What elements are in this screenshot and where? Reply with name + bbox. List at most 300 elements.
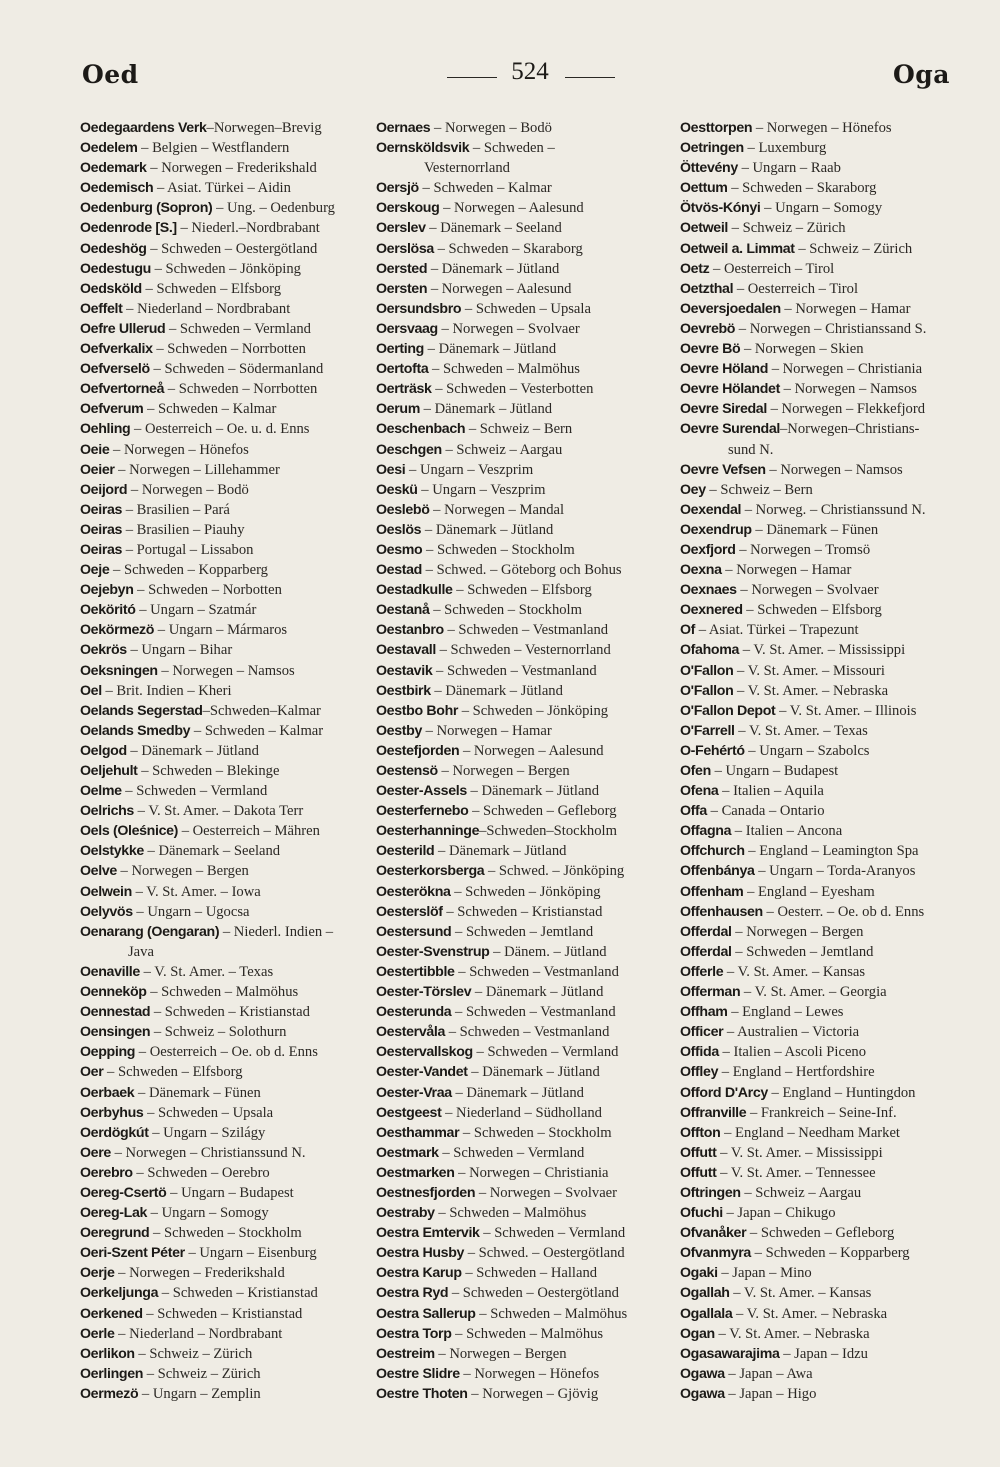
place-location: – Ungarn – Bihar bbox=[126, 642, 233, 659]
place-location: – Japan – Chikugo bbox=[722, 1205, 836, 1222]
place-name: Offutt bbox=[680, 1164, 717, 1181]
gazetteer-entry bbox=[680, 500, 972, 520]
gazetteer-entry bbox=[680, 801, 972, 821]
place-name: Oeksningen bbox=[80, 662, 158, 679]
place-name: Oelme bbox=[80, 783, 122, 800]
gazetteer-entry bbox=[680, 399, 972, 419]
gazetteer-entry bbox=[680, 580, 972, 600]
gazetteer-entry bbox=[376, 1364, 668, 1384]
place-name: Oestby bbox=[376, 722, 422, 739]
place-name: Oeregrund bbox=[80, 1225, 150, 1242]
place-name: Oestra Ryd bbox=[376, 1285, 449, 1302]
gazetteer-entry bbox=[80, 902, 372, 922]
gazetteer-entry bbox=[376, 480, 668, 500]
place-name: Oevre Vefsen bbox=[680, 461, 766, 478]
place-name: O-Fehértó bbox=[680, 742, 745, 759]
gazetteer-entry bbox=[680, 922, 972, 942]
place-location: – Schweden – Jönköping bbox=[458, 702, 609, 719]
place-name: Ogan bbox=[680, 1325, 715, 1342]
gazetteer-entry bbox=[680, 821, 972, 841]
gazetteer-entry bbox=[376, 902, 668, 922]
place-location: – Schwed. – Oestergötland bbox=[464, 1245, 625, 1262]
gazetteer-entry bbox=[376, 178, 668, 198]
gazetteer-entry bbox=[80, 239, 372, 259]
place-location: – Norwegen – Namsos bbox=[765, 461, 903, 478]
place-name: Oesi bbox=[376, 461, 406, 478]
place-location: – V. St. Amer. – Dakota Terr bbox=[133, 803, 304, 820]
page-header bbox=[0, 56, 1000, 96]
place-location: – Ungarn – Veszprim bbox=[417, 481, 546, 498]
place-location: – V. St. Amer. – Illinois bbox=[775, 702, 917, 719]
gazetteer-entry bbox=[376, 1243, 668, 1263]
gazetteer-entry bbox=[680, 379, 972, 399]
place-name: Oerkened bbox=[80, 1305, 143, 1322]
gazetteer-entry bbox=[680, 600, 972, 620]
gazetteer-entry bbox=[80, 741, 372, 761]
gazetteer-entry bbox=[376, 419, 668, 439]
place-location: – Niederland – Nordbrabant bbox=[122, 300, 291, 317]
gazetteer-entry bbox=[80, 218, 372, 238]
place-location: – Schweiz – Bern bbox=[465, 421, 573, 438]
gazetteer-entry bbox=[680, 721, 972, 741]
place-name: Oestra Karup bbox=[376, 1265, 462, 1282]
place-location: – Norwegen – Bergen bbox=[116, 863, 249, 880]
place-name: Ofvanmyra bbox=[680, 1245, 751, 1262]
place-name: Oestersund bbox=[376, 923, 452, 940]
place-location: – Ungarn – Torda-Aranyos bbox=[754, 863, 916, 880]
place-location: – Schweden – Malmöhus bbox=[428, 361, 580, 378]
gazetteer-entry bbox=[80, 1203, 372, 1223]
place-location: – Norwegen – Hönefos bbox=[109, 441, 249, 458]
place-location: – Schweden – Gefleborg bbox=[468, 803, 617, 820]
place-name: Oelands Smedby bbox=[80, 722, 191, 739]
gazetteer-entry bbox=[680, 1324, 972, 1344]
place-location: – Brasilien – Piauhy bbox=[122, 521, 245, 538]
place-name: Oestertibble bbox=[376, 963, 455, 980]
place-name: Oevre Höland bbox=[680, 361, 769, 378]
place-name: Oexfjord bbox=[680, 541, 736, 558]
place-location: – Ungarn – Mármaros bbox=[154, 622, 288, 639]
place-location: – Schweiz – Bern bbox=[705, 481, 813, 498]
place-location: – Schweiz – Aargau bbox=[441, 441, 563, 458]
place-name: Oelands Segerstad bbox=[80, 702, 203, 719]
place-location: – Dänemark – Jütland bbox=[419, 401, 553, 418]
place-location: – Schweden – Kalmar bbox=[143, 401, 277, 418]
gazetteer-entry bbox=[376, 399, 668, 419]
place-location: – Ung. – Oedenburg bbox=[212, 200, 335, 217]
place-name: Oexnaes bbox=[680, 582, 737, 599]
place-location: – Oesterreich – Oe. u. d. Enns bbox=[130, 421, 310, 438]
place-location: – Dänemark – Seeland bbox=[425, 220, 562, 237]
gazetteer-entry bbox=[80, 1283, 372, 1303]
place-name: Oestmarken bbox=[376, 1164, 455, 1181]
place-name: O'Fallon Depot bbox=[680, 702, 776, 719]
place-location: – Schweden – Halland bbox=[461, 1265, 598, 1282]
place-name: Oestra Husby bbox=[376, 1245, 465, 1262]
place-name: Oedemisch bbox=[80, 180, 154, 197]
place-name: Oerskoug bbox=[376, 200, 440, 217]
gazetteer-entry bbox=[80, 500, 372, 520]
place-location: – Schweden – Jönköping bbox=[450, 883, 601, 900]
place-location: – Oesterr. – Oe. ob d. Enns bbox=[762, 903, 925, 920]
place-name: Oefre Ullerud bbox=[80, 320, 166, 337]
place-name: Ogawa bbox=[680, 1365, 725, 1382]
place-name: Oerlingen bbox=[80, 1365, 144, 1382]
place-location: – V. St. Amer. – Kansas bbox=[723, 963, 866, 980]
place-name: Oesmo bbox=[376, 541, 423, 558]
place-name: Oevrebö bbox=[680, 320, 736, 337]
place-name: Oestervåla bbox=[376, 1024, 446, 1041]
gazetteer-entry bbox=[680, 1002, 972, 1022]
place-name: Oetz bbox=[680, 260, 710, 277]
gazetteer-entry bbox=[80, 1123, 372, 1143]
gazetteer-entry bbox=[376, 1062, 668, 1082]
gazetteer-entry bbox=[680, 902, 972, 922]
place-location: – Italien – Ascoli Piceno bbox=[718, 1044, 867, 1061]
place-location: – Norwegen – Aalesund bbox=[439, 200, 584, 217]
place-location: – Norwegen – Christianssund N. bbox=[110, 1144, 306, 1161]
place-location: – Schweden – Norbotten bbox=[133, 582, 282, 599]
place-location: – Niederl. Indien – bbox=[219, 923, 334, 940]
gazetteer-entry bbox=[680, 259, 972, 279]
gazetteer-entry bbox=[376, 1324, 668, 1344]
place-location: – Oesterreich – Mähren bbox=[178, 823, 320, 840]
place-name: Oexna bbox=[680, 562, 722, 579]
place-name: Oelyvös bbox=[80, 903, 133, 920]
gazetteer-entry bbox=[80, 1384, 372, 1404]
gazetteer-entry bbox=[680, 1223, 972, 1243]
gazetteer-entry bbox=[376, 741, 668, 761]
gazetteer-entry bbox=[80, 379, 372, 399]
gazetteer-entry bbox=[376, 640, 668, 660]
gazetteer-entry bbox=[376, 1002, 668, 1022]
place-name: Oertofta bbox=[376, 361, 429, 378]
place-location: – Japan – Idzu bbox=[779, 1345, 868, 1362]
gazetteer-entry bbox=[376, 1123, 668, 1143]
place-name: Oeie bbox=[80, 441, 110, 458]
place-name: Ötvös-Kónyi bbox=[680, 200, 761, 217]
gazetteer-entry bbox=[80, 781, 372, 801]
place-name: Oesterslöf bbox=[376, 903, 443, 920]
gazetteer-entry bbox=[376, 580, 668, 600]
gazetteer-entry bbox=[376, 1384, 668, 1404]
place-location: – Schweden – Elfsborg bbox=[742, 602, 882, 619]
gazetteer-entry bbox=[680, 1344, 972, 1364]
place-location: – Schweden – Elfsborg bbox=[141, 280, 282, 297]
place-name: Oeversjoedalen bbox=[680, 300, 781, 317]
place-name: Oestbo Bohr bbox=[376, 702, 459, 719]
place-location: – England – Hertfordshire bbox=[718, 1064, 875, 1081]
place-location: – Oesterreich – Tirol bbox=[733, 280, 859, 297]
place-location: – Dänemark – Jütland bbox=[424, 341, 557, 358]
place-location: – Schweiz – Zürich bbox=[728, 220, 846, 237]
place-name: Ogawa bbox=[680, 1385, 725, 1402]
gazetteer-entry bbox=[680, 1263, 972, 1283]
place-name: Oettum bbox=[680, 180, 728, 197]
place-location: – Norwegen – Bodö bbox=[430, 120, 552, 136]
place-location: – Ungarn – Ugocsa bbox=[132, 903, 250, 920]
gazetteer-entry bbox=[680, 841, 972, 861]
place-name: Oekörmezö bbox=[80, 622, 155, 639]
gazetteer-entry bbox=[680, 1364, 972, 1384]
place-location: – Norweg. – Christianssund N. bbox=[741, 501, 926, 518]
place-name: Oefverum bbox=[80, 401, 144, 418]
place-location: – Dänemark – Jütland bbox=[434, 843, 567, 860]
place-name: Oevre Surendal bbox=[680, 421, 780, 438]
place-name: Offa bbox=[680, 803, 707, 820]
place-location: – Ungarn – Budapest bbox=[166, 1184, 294, 1201]
place-name: Oevre Siredal bbox=[680, 401, 767, 418]
place-location: – England – Lewes bbox=[727, 1004, 844, 1021]
place-name: Oedenburg (Sopron) bbox=[80, 200, 213, 217]
gazetteer-entry bbox=[376, 339, 668, 359]
place-location: – Schweden – Stockholm bbox=[429, 602, 582, 619]
gazetteer-entry bbox=[680, 138, 972, 158]
gazetteer-entry bbox=[680, 520, 972, 540]
place-location: – England – Huntingdon bbox=[767, 1084, 916, 1101]
place-location: – Schweden – Vesterbotten bbox=[431, 381, 594, 398]
gazetteer-entry bbox=[80, 1263, 372, 1283]
place-name: Officer bbox=[680, 1024, 724, 1041]
gazetteer-entry bbox=[80, 440, 372, 460]
place-name: Oerje bbox=[80, 1265, 115, 1282]
gazetteer-entry bbox=[80, 801, 372, 821]
place-location: – Norwegen – Aalesund bbox=[427, 280, 572, 297]
place-name: Oestmark bbox=[376, 1144, 439, 1161]
place-location: – Norwegen – Bergen bbox=[434, 1345, 567, 1362]
gazetteer-entry bbox=[680, 882, 972, 902]
place-location: – Schweden – Kristianstad bbox=[158, 1285, 318, 1302]
place-name: Oestad bbox=[376, 562, 422, 579]
gazetteer-entry bbox=[80, 299, 372, 319]
place-name: Oester-Vraa bbox=[376, 1084, 452, 1101]
gazetteer-entry bbox=[376, 681, 668, 701]
gazetteer-entry bbox=[376, 319, 668, 339]
place-name: Oernaes bbox=[376, 120, 431, 136]
gazetteer-entry bbox=[376, 922, 668, 942]
gazetteer-entry bbox=[680, 1304, 972, 1324]
place-name: Oesterfernebo bbox=[376, 803, 469, 820]
place-name: Oelgod bbox=[80, 742, 127, 759]
place-location: – Norwegen – Svolvaer bbox=[736, 582, 879, 599]
gazetteer-entry bbox=[680, 962, 972, 982]
place-location: – Schweden – Blekinge bbox=[137, 763, 280, 779]
place-name: Oerslev bbox=[376, 220, 426, 237]
gazetteer-entry bbox=[80, 520, 372, 540]
gazetteer-entry bbox=[376, 138, 668, 158]
place-location: – Schweden – Oerebro bbox=[132, 1164, 270, 1181]
place-name: Oefverkalix bbox=[80, 341, 153, 358]
gazetteer-entry bbox=[680, 1062, 972, 1082]
place-location: – Schweden – Elfsborg bbox=[103, 1064, 243, 1081]
place-location: – Norwegen – Hamar bbox=[422, 722, 552, 739]
gazetteer-entry bbox=[376, 520, 668, 540]
place-location: – Norwegen – Christiania bbox=[454, 1164, 609, 1181]
gazetteer-entry bbox=[376, 721, 668, 741]
gazetteer-entry bbox=[680, 1042, 972, 1062]
place-name: Oesthammar bbox=[376, 1124, 460, 1141]
place-location: – Schweden – Vesternorrland bbox=[435, 642, 611, 659]
gazetteer-entry bbox=[680, 1123, 972, 1143]
place-location: – Schwed. – Göteborg och Bohus bbox=[422, 562, 622, 579]
gazetteer-entry bbox=[680, 1083, 972, 1103]
place-location: – Schweiz – Zürich bbox=[143, 1365, 261, 1382]
place-location: – Schweden – Vestmanland bbox=[454, 963, 619, 980]
gazetteer-entry bbox=[680, 178, 972, 198]
place-name: Oedeshög bbox=[80, 240, 147, 257]
gazetteer-entry bbox=[376, 620, 668, 640]
place-location: – Ungarn – Somogy bbox=[760, 200, 883, 217]
place-location: – Norwegen – Bodö bbox=[127, 481, 249, 498]
place-name: Oesterökna bbox=[376, 883, 451, 900]
place-name: Oeier bbox=[80, 461, 115, 478]
place-name: Ogallala bbox=[680, 1305, 733, 1322]
place-location: – Ungarn – Szatmár bbox=[135, 602, 257, 619]
gazetteer-entry bbox=[680, 158, 972, 178]
gazetteer-entry bbox=[376, 500, 668, 520]
entry-continuation bbox=[376, 158, 668, 178]
place-location: – Dänemark – Seeland bbox=[143, 843, 281, 860]
place-location: – Ungarn – Szilágy bbox=[148, 1124, 266, 1141]
place-name: Oerting bbox=[376, 341, 424, 358]
place-location: – Ungarn – Budapest bbox=[710, 763, 839, 779]
place-name: Oel bbox=[80, 682, 102, 699]
place-name: Ofen bbox=[680, 763, 711, 779]
place-name: Oere bbox=[80, 1144, 111, 1161]
place-name: Oelve bbox=[80, 863, 117, 880]
place-name: Offley bbox=[680, 1064, 719, 1081]
place-location: – Dänemark – Fünen bbox=[751, 521, 879, 538]
place-name: Oeslebö bbox=[376, 501, 430, 518]
gazetteer-entry bbox=[680, 1183, 972, 1203]
gazetteer-entry bbox=[80, 399, 372, 419]
gazetteer-entry bbox=[80, 721, 372, 741]
gazetteer-column-3 bbox=[680, 118, 972, 1404]
place-name: Ofuchi bbox=[680, 1205, 723, 1222]
place-location: – Oesterreich – Oe. ob d. Enns bbox=[135, 1044, 318, 1061]
place-name: Oeköritó bbox=[80, 602, 136, 619]
place-name: O'Fallon bbox=[680, 682, 734, 699]
place-location: – Norwegen – Lillehammer bbox=[114, 461, 280, 478]
entry-continuation bbox=[80, 942, 372, 962]
place-location: – Schweden – Vestmanland bbox=[443, 622, 609, 639]
place-location: Vesternorrland bbox=[424, 160, 510, 177]
place-location: – Dänemark – Jütland bbox=[126, 742, 259, 759]
place-location: – Schweiz – Zürich bbox=[134, 1345, 253, 1362]
gazetteer-entry bbox=[376, 841, 668, 861]
place-location: – Schweden – Jemtland bbox=[731, 943, 874, 960]
place-location: – Dänemark – Jütland bbox=[466, 783, 600, 800]
place-location: – Schweden – Jemtland bbox=[451, 923, 594, 940]
place-location: – V. St. Amer. – Iowa bbox=[131, 883, 261, 900]
gazetteer-entry bbox=[80, 138, 372, 158]
gazetteer-entry bbox=[80, 178, 372, 198]
gazetteer-entry bbox=[80, 1364, 372, 1384]
place-name: Oersvaag bbox=[376, 320, 438, 337]
place-location: – Dänem. – Jütland bbox=[489, 943, 607, 960]
place-name: Offerdal bbox=[680, 923, 732, 940]
place-location: – Ungarn – Veszprim bbox=[405, 461, 534, 478]
place-location: – Ungarn – Zemplin bbox=[138, 1385, 261, 1402]
place-name: Ofvanåker bbox=[680, 1225, 747, 1242]
place-location: – Schweden – Norrbotten bbox=[164, 381, 318, 398]
place-name: Oer bbox=[80, 1064, 104, 1081]
gazetteer-entry bbox=[376, 761, 668, 781]
place-location: – Schweden – Malmöhus bbox=[451, 1325, 604, 1342]
place-name: Oereg-Csertö bbox=[80, 1184, 167, 1201]
place-name: Oelrichs bbox=[80, 803, 134, 820]
place-location: – Belgien – Westflandern bbox=[137, 140, 290, 157]
place-name: Oesterkorsberga bbox=[376, 863, 485, 880]
gazetteer-entry bbox=[376, 379, 668, 399]
place-location: – Schweden – Norrbotten bbox=[152, 341, 306, 358]
place-location: – Norwegen – Gjövig bbox=[467, 1385, 599, 1402]
place-location: –Norwegen–Christians- bbox=[779, 421, 920, 438]
gazetteer-entry bbox=[376, 560, 668, 580]
gazetteer-entry bbox=[80, 1163, 372, 1183]
place-location: – Brasilien – Pará bbox=[122, 501, 230, 518]
gazetteer-entry bbox=[80, 841, 372, 861]
place-location: – Frankreich – Seine-Inf. bbox=[746, 1104, 897, 1121]
place-name: Offida bbox=[680, 1044, 719, 1061]
gazetteer-entry bbox=[80, 922, 372, 942]
place-location: – V. St. Amer. – Georgia bbox=[740, 984, 887, 1001]
place-name: Oestra Sallerup bbox=[376, 1305, 476, 1322]
gazetteer-entry bbox=[376, 1143, 668, 1163]
place-location: – Dänemark – Jütland bbox=[471, 984, 604, 1001]
place-name: Offutt bbox=[680, 1144, 717, 1161]
place-name: Oeiras bbox=[80, 521, 123, 538]
place-name: Oepping bbox=[80, 1044, 136, 1061]
gazetteer-entry bbox=[680, 942, 972, 962]
place-location: – Schweden – Skaraborg bbox=[727, 180, 877, 197]
place-location: – Schweden – Vermland bbox=[165, 320, 311, 337]
gazetteer-entry bbox=[80, 861, 372, 881]
gazetteer-entry bbox=[80, 259, 372, 279]
place-name: Oersundsbro bbox=[376, 300, 462, 317]
gazetteer-entry bbox=[680, 1243, 972, 1263]
gazetteer-entry bbox=[680, 218, 972, 238]
place-location: – Schweden – Skaraborg bbox=[433, 240, 583, 257]
place-location: – Schweden – Vermland bbox=[472, 1044, 619, 1061]
gazetteer-entry bbox=[376, 942, 668, 962]
place-name: Oestraby bbox=[376, 1205, 435, 1222]
place-location: – Schweden – Vermland bbox=[438, 1144, 585, 1161]
place-name: Oestgeest bbox=[376, 1104, 442, 1121]
place-location: – Schweden – Kristianstad bbox=[150, 1004, 310, 1021]
place-name: Öttevény bbox=[680, 160, 738, 177]
entry-continuation bbox=[680, 440, 972, 460]
place-location: – Australien – Victoria bbox=[723, 1024, 860, 1041]
place-name: Oerträsk bbox=[376, 381, 432, 398]
place-location: – Canada – Ontario bbox=[706, 803, 825, 820]
place-name: Oermezö bbox=[80, 1385, 139, 1402]
place-name: Oestra Emtervik bbox=[376, 1225, 480, 1242]
place-location: – V. St. Amer. – Kansas bbox=[729, 1285, 872, 1302]
gazetteer-entry bbox=[80, 1103, 372, 1123]
place-name: Ofahoma bbox=[680, 642, 740, 659]
place-location: – England – Eyesham bbox=[743, 883, 875, 900]
place-name: Oeiras bbox=[80, 541, 123, 558]
place-location: – Norwegen – Hamar bbox=[721, 562, 852, 579]
place-name: Oerslösa bbox=[376, 240, 434, 257]
gazetteer-entry bbox=[680, 1103, 972, 1123]
place-location: – Norwegen – Svolvaer bbox=[475, 1184, 618, 1201]
gazetteer-entry bbox=[376, 540, 668, 560]
place-name: Oedegaardens Verk bbox=[80, 120, 207, 136]
place-name: Oestefjorden bbox=[376, 742, 460, 759]
place-location: – Schweden – Stockholm bbox=[422, 541, 575, 558]
